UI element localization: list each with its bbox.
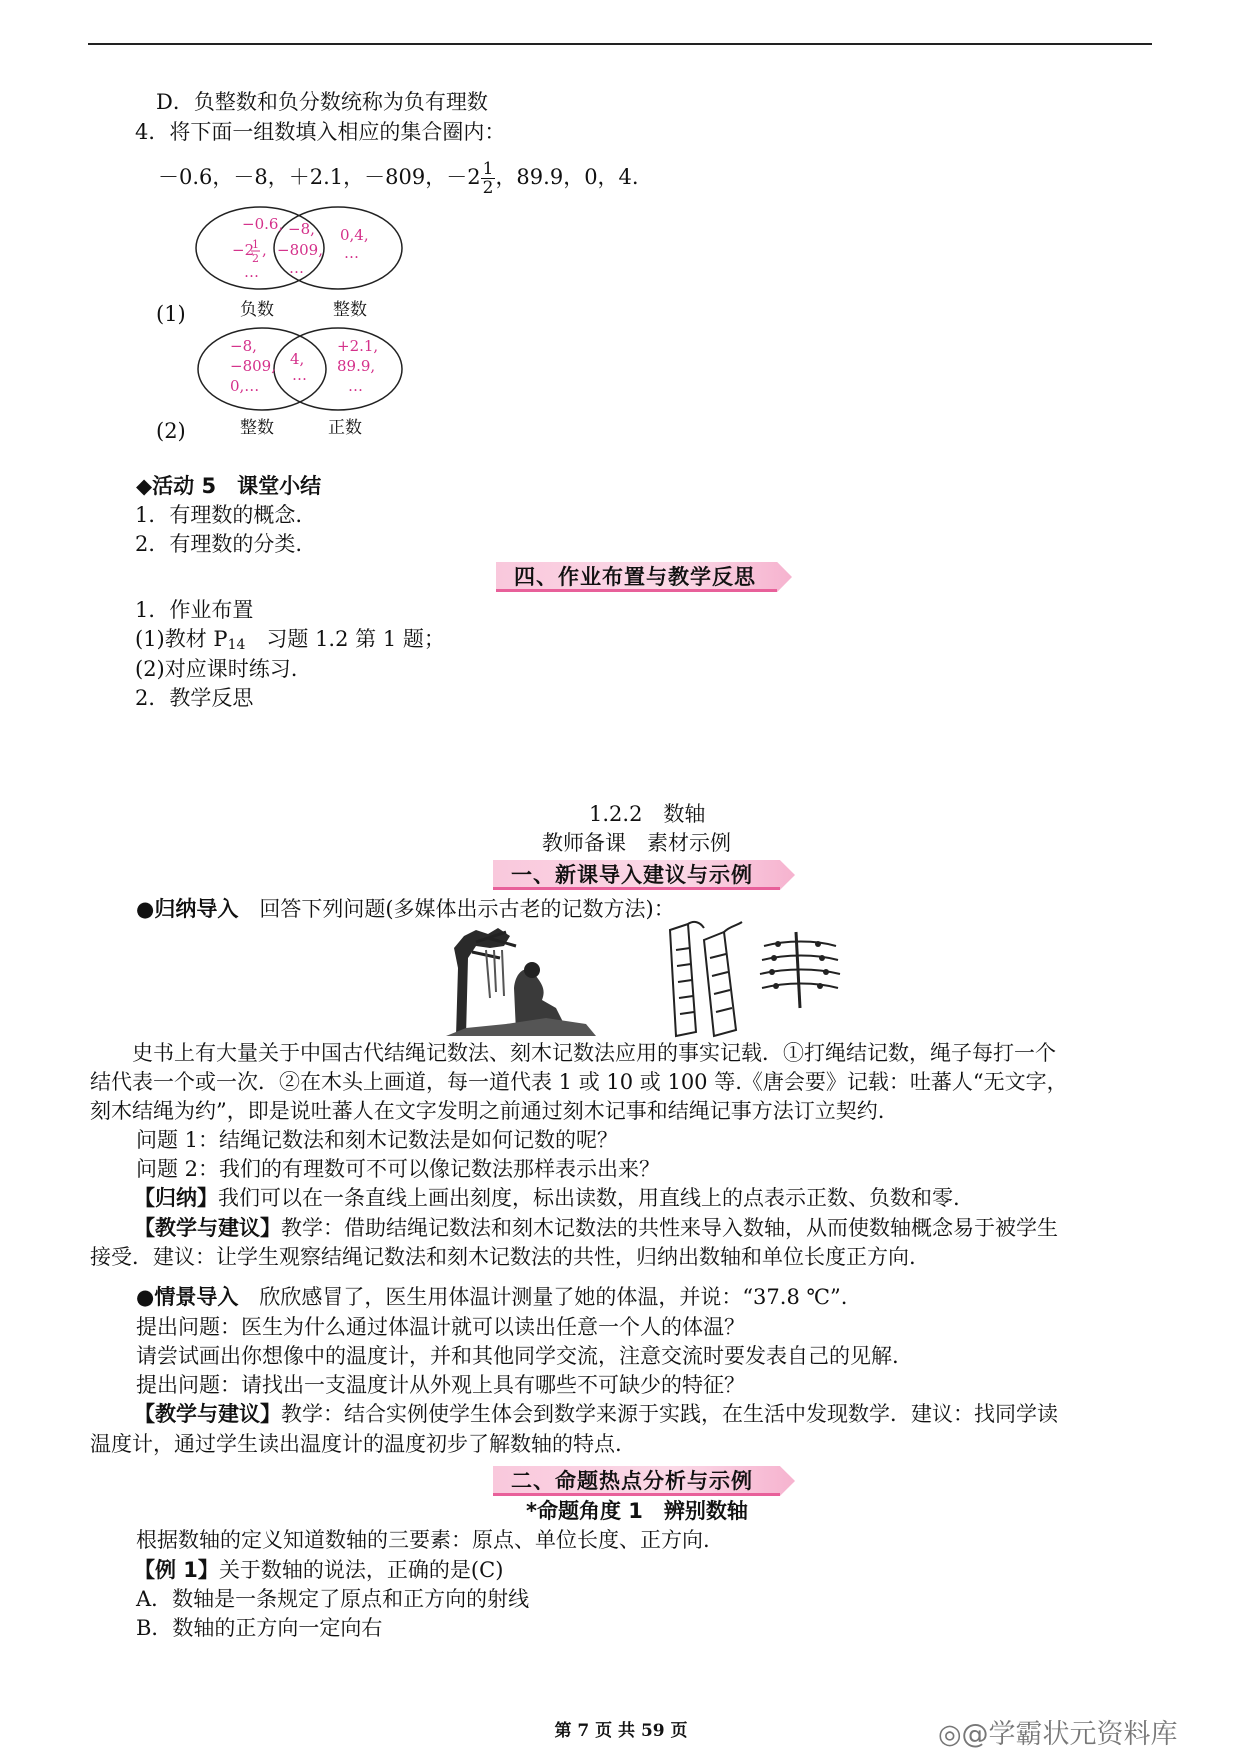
venn2-left-1: −8, [230,337,257,355]
venn1-label-negative: 负数 [240,300,274,320]
history-para-line-3: 刻木结绳为约”，即是说吐蕃人在文字发明之前通过刻木记事和结绳记事方法订立契约. [90,1099,885,1123]
venn2-label-integer: 整数 [240,418,274,438]
venn2-mid-2: … [292,366,307,384]
history-para-line-2: 结代表一个或一次．②在木头上画道，每一道代表 1 或 10 或 100 等.《唐会要》记载：吐蕃人“无文字， [90,1070,1068,1094]
example-1: 【例 1】关于数轴的说法，正确的是(C) [134,1558,504,1582]
question-1: 问题 1：结绳记数法和刻木记数法是如何记数的呢？ [136,1128,619,1152]
mixed-fraction: $\frac{1}{2}$ [482,159,494,198]
section-subtitle: 教师备课 素材示例 [542,831,731,855]
banner-new-lesson: 一、新课导入建议与示例 [493,860,795,890]
number-list: －0.6，－8，＋2.1，－809，－2 $\frac{1}{2}$ ，89.9，0，4. [158,159,639,198]
advice-2-line-2: 温度计，通过学生读出温度计的温度初步了解数轴的特点. [90,1432,622,1456]
venn-diagram-2 [196,324,412,416]
page-footer: 第 7 页 共 59 页 [554,1721,688,1741]
illustration-knotted-rope [756,930,842,1010]
activity5-title: ◆活动 5 课堂小结 [136,474,322,498]
intro-inductive: ●归纳导入 回答下列问题(多媒体出示古老的记数方法)： [136,897,675,921]
activity5-item-2: 2．有理数的分类. [135,532,303,556]
venn2-left-2: −809, [230,357,276,375]
venn2-right-2: 89.9, [337,357,376,375]
scenario-line-2: 请尝试画出你想像中的温度计，并和其他同学交流，注意交流时要发表自己的见解. [136,1344,899,1368]
example-1-option-a: A．数轴是一条规定了原点和正方向的射线 [136,1587,530,1611]
venn2-right-1: +2.1, [337,337,379,355]
proposition-angle-1: *命题角度 1 辨别数轴 [526,1499,748,1523]
venn2-right-3: … [348,377,363,395]
header-rule [88,43,1152,45]
venn1-left-dots: … [244,263,259,281]
summary-guina: 【归纳】我们可以在一条直线上画出刻度，标出读数，用直线上的点表示正数、负数和零. [134,1186,960,1210]
illustration-carved-wood [664,920,748,1038]
question-2: 问题 2：我们的有理数可不可以像记数法那样表示出来？ [136,1157,661,1181]
venn1-mid-3: … [289,259,304,277]
history-para-line-1: 史书上有大量关于中国古代结绳记数法、刻木记数法应用的事实记载．①打绳结记数，绳子每打一个 [90,1041,1056,1065]
example-1-option-b: B．数轴的正方向一定向右 [136,1616,383,1640]
activity5-item-1: 1．有理数的概念. [135,503,303,527]
homework-item-2: (2)对应课时练习. [135,657,298,681]
venn1-right-1: 0,4, [340,226,369,244]
question-4: 4．将下面一组数填入相应的集合圈内： [135,120,506,144]
venn1-label-integer: 整数 [333,300,367,320]
illustration-knot-tying [446,928,596,1038]
advice-1-line-2: 接受．建议：让学生观察结绳记数法和刻木记数法的共性，归纳出数轴和单位长度正方向. [90,1245,916,1269]
venn1-left-den: 2 [252,252,259,265]
venn1-left-comma: , [262,241,267,259]
venn1-mid-1: −8, [288,220,315,238]
venn2-mid-1: 4, [290,350,305,368]
venn2-left-3: 0,… [230,377,260,395]
venn1-marker: (1) [156,302,186,326]
venn2-marker: (2) [156,419,186,443]
venn1-left-1: −0.6, [242,215,284,233]
banner-homework-reflection: 四、作业布置与教学反思 [496,562,792,592]
scenario-line-3: 提出问题：请找出一支温度计从外观上具有哪些不可缺少的特征？ [136,1373,745,1397]
scenario-line-1: 提出问题：医生为什么通过体温计就可以读出任意一个人的体温？ [136,1315,745,1339]
venn1-right-2: … [344,244,359,262]
venn1-left-2: −2 [232,241,255,259]
homework-heading: 1．作业布置 [135,598,254,622]
venn-diagram-1 [194,204,414,300]
reflection-heading: 2．教学反思 [135,686,254,710]
banner-hot-topics: 二、命题热点分析与示例 [493,1466,795,1496]
homework-item-1: (1)教材 $P_{14}$ 习题 1.2 第 1 题； [135,627,445,653]
venn1-left-num: 1 [252,238,259,251]
three-elements: 根据数轴的定义知道数轴的三要素：原点、单位长度、正方向. [136,1528,710,1552]
venn1-mid-2: −809, [277,241,323,259]
venn2-label-positive: 正数 [328,418,362,438]
advice-2-line-1: 【教学与建议】教学：结合实例使学生体会到数学来源于实践，在生活中发现数学．建议：找同学读 [134,1402,1058,1426]
intro-scenario: ●情景导入 欣欣感冒了，医生用体温计测量了她的体温，并说：“37.8 ℃”. [136,1285,848,1309]
option-d: D．负整数和负分数统称为负有理数 [156,90,488,114]
section-title: 1.2.2 数轴 [589,802,706,826]
watermark: ◎@学霸状元资料库 [938,1719,1178,1750]
advice-1-line-1: 【教学与建议】教学：借助结绳记数法和刻木记数法的共性来导入数轴，从而使数轴概念易于被学生 [134,1216,1058,1240]
